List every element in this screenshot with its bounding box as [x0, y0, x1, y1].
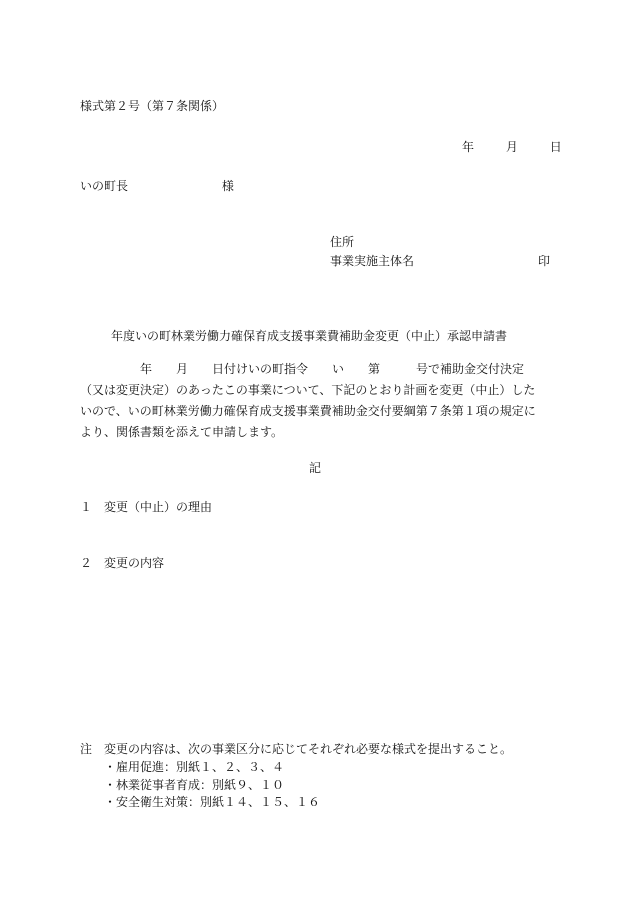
item-change-reason	[80, 501, 212, 513]
body-line: いので、いの町林業労働力確保育成支援事業費補助金交付要綱第７条第１項の規定に	[80, 404, 536, 418]
sender-address-label: 住所	[330, 235, 355, 249]
body-line: （又は変更決定）のあったこの事業について、下記のとおり計画を変更（中止）した	[80, 383, 536, 397]
addressee-name: いの町長	[80, 179, 129, 193]
ki-heading: 記	[309, 461, 322, 475]
addressee	[80, 180, 234, 192]
form-number: 様式第２号（第７条関係）	[80, 99, 225, 113]
item-label: 変更（中止）の理由	[104, 500, 213, 514]
note	[80, 743, 512, 755]
item-label: 変更の内容	[104, 556, 165, 570]
body-line: 年 月 日付けいの町指令 い 第 号で補助金交付決定	[80, 362, 525, 376]
item-number: ２	[80, 556, 93, 570]
item-change-content	[80, 557, 164, 569]
item-number: １	[80, 500, 93, 514]
date-line	[462, 141, 562, 153]
note-bullet-employment: ・雇用促進：別紙１、２、３、４	[104, 760, 285, 774]
document-title: 年度いの町林業労働力確保育成支援事業費補助金変更（中止）承認申請書	[111, 329, 508, 343]
body-text	[80, 359, 552, 443]
note-bullet-worker-training: ・林業従事者育成：別紙９、１０	[104, 778, 285, 792]
note-bullet-safety: ・安全衛生対策：別紙１４、１５、１６	[104, 795, 321, 809]
date-year-label: 年	[462, 140, 475, 154]
note-marker: 注	[80, 742, 93, 756]
addressee-honorific: 様	[221, 179, 234, 193]
date-day-label: 日	[549, 140, 562, 154]
date-month-label: 月	[505, 140, 518, 154]
body-line: より、関係書類を添えて申請します。	[80, 425, 284, 439]
note-text: 変更の内容は、次の事業区分に応じてそれぞれ必要な様式を提出すること。	[104, 742, 513, 756]
sender-name-label: 事業実施主体名	[330, 254, 415, 268]
seal-mark: 印	[538, 254, 551, 268]
